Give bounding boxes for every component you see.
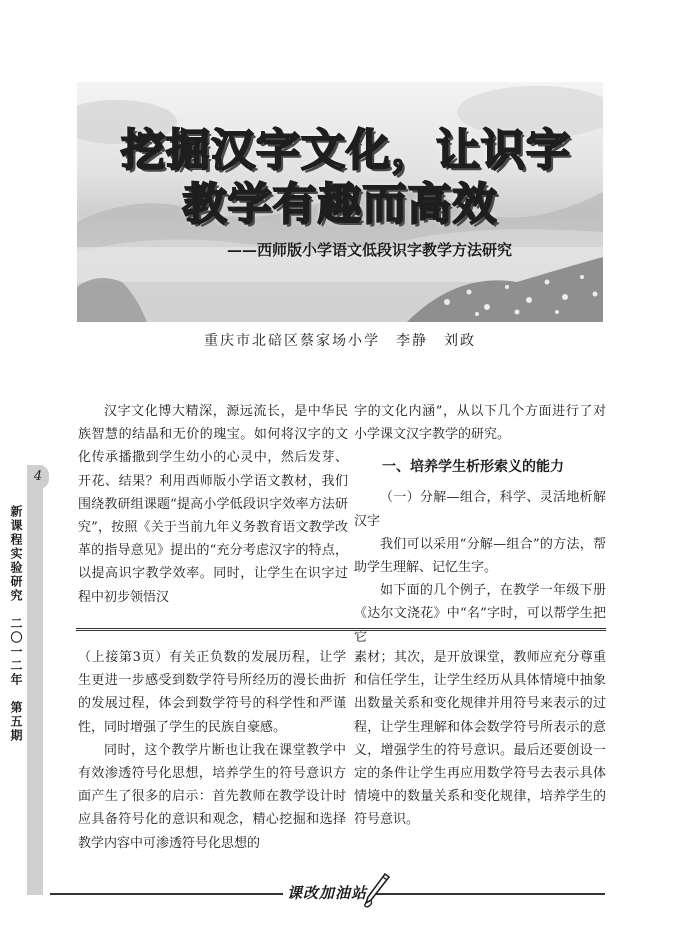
subsection-heading: （一）分解—组合，科学、灵活地析解汉字: [354, 490, 606, 529]
paragraph: 素材；其次，是开放课堂，教师应充分尊重和信任学生，让学生经历从具体情境中抽象出数量关系和变化规律并用符号来表示的过程，让学生理解和体会数学符号所表示的意义，增强学生的符号意识。最后还要创设一定的条件让学生再应用数学符号去表示具体情境中的数量关系和变化规律，培养学生的符号意识。: [354, 650, 606, 828]
article-column-right: [354, 400, 606, 649]
paragraph: （上接第3页）有关正负数的发展历程，让学生更进一步感受到数学符号所经历的漫长曲折的发展过程，体会到数学符号的科学性和严谨性，同时增强了学生的民族自豪感。: [78, 650, 346, 735]
paragraph: 我们可以采用“分解—组合”的方法，帮助学生理解、记忆生字。: [354, 536, 606, 576]
author-line: 重庆市北碚区蔡家场小学 李静 刘政: [204, 333, 476, 349]
paragraph: 字的文化内涵”，从以下几个方面进行了对小学课文汉字教学的研究。: [354, 404, 606, 443]
journal-label: 新课程实验研究 二〇一二年 第五期: [9, 505, 23, 743]
page-number: 4: [27, 465, 49, 489]
side-margin-bar: [27, 465, 43, 895]
section-heading: 一、培养学生析形索义的能力: [382, 459, 564, 476]
paragraph: 如下面的几个例子，在教学一年级下册《达尔文浇花》中“名”字时，可以帮学生把它: [354, 583, 606, 645]
article-title-line-1: 挖掘汉字文化，让识字: [121, 125, 571, 176]
section-divider: [76, 628, 606, 631]
article-column-left: [78, 400, 348, 609]
article-subtitle: ——西师版小学语文低段识字教学方法研究: [227, 241, 513, 259]
pen-icon: [361, 872, 391, 908]
paragraph: 同时，这个教学片断也让我在课堂教学中有效渗透符号化思想，培养学生的符号意识方面产生了很多的启示：首先教师在教学设计时应具备符号化的意识和观念，精心挖掘和选择教学内容中可渗透符号化思想的: [78, 742, 346, 851]
continuation-column-right: [354, 646, 606, 832]
paragraph: 汉字文化博大精深，源远流长，是中华民族智慧的结晶和无价的瑰宝。如何将汉字的文化传承播撒到学生幼小的心灵中，然后发芽、开花、结果？利用西师版小学语文教材，我们围绕教研组课题“提高小学低段识字效率方法研究”，按照《关于当前九年义务教育语文教学改革的指导意见》提出的“充分考虑汉字的特点，以提高识字教学效率。同时，让学生在识字过程中初步领悟汉: [78, 404, 348, 605]
continuation-column-left: [78, 646, 346, 855]
column-name: 课改加油站: [283, 882, 371, 903]
title-banner: [77, 82, 603, 322]
article-title-line-2: 教学有趣而高效: [182, 179, 498, 230]
